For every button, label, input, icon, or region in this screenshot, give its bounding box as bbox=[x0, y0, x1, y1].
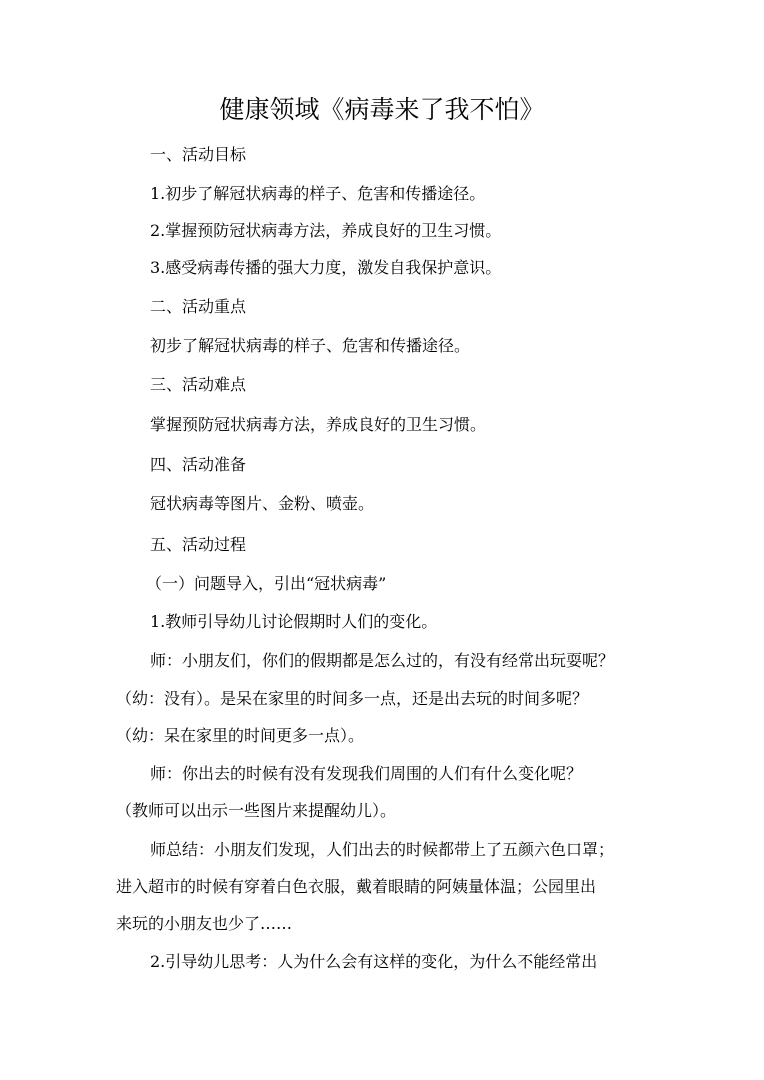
section-heading-goals: 一、活动目标 bbox=[150, 145, 247, 164]
paragraph-line: （幼：没有）。是呆在家里的时间多一点，还是出去玩的时间多呢？ bbox=[116, 689, 589, 708]
goal-item-3: 3.感受病毒传播的强大力度，激发自我保护意识。 bbox=[150, 258, 502, 277]
process-step-1: 1.教师引导幼儿讨论假期时人们的变化。 bbox=[150, 612, 438, 631]
paragraph-line: 师：小朋友们，你们的假期都是怎么过的，有没有经常出玩耍呢？ bbox=[150, 651, 615, 670]
preparation-text: 冠状病毒等图片、金粉、喷壶。 bbox=[150, 494, 375, 513]
paragraph-line: （教师可以出示一些图片来提醒幼儿）。 bbox=[116, 801, 397, 820]
section-heading-key-points: 二、活动重点 bbox=[150, 297, 247, 316]
document-title: 健康领域《病毒来了我不怕》 bbox=[219, 95, 545, 124]
paragraph-line: 进入超市的时候有穿着白色衣服，戴着眼睛的阿姨量体温；公园里出 bbox=[116, 877, 597, 896]
paragraph-line: 来玩的小朋友也少了…… bbox=[116, 914, 293, 933]
goal-item-1: 1.初步了解冠状病毒的样子、危害和传播途径。 bbox=[150, 184, 486, 203]
section-heading-preparation: 四、活动准备 bbox=[150, 455, 247, 474]
section-heading-process: 五、活动过程 bbox=[150, 535, 247, 554]
goal-item-2: 2.掌握预防冠状病毒方法，养成良好的卫生习惯。 bbox=[150, 221, 502, 240]
key-point-text: 初步了解冠状病毒的样子、危害和传播途径。 bbox=[150, 336, 471, 355]
process-step-2: 2.引导幼儿思考：人为什么会有这样的变化，为什么不能经常出 bbox=[150, 952, 598, 971]
paragraph-line: 师：你出去的时候有没有发现我们周围的人们有什么变化呢？ bbox=[150, 764, 583, 783]
section-heading-difficulties: 三、活动难点 bbox=[150, 375, 247, 394]
difficulty-text: 掌握预防冠状病毒方法，养成良好的卫生习惯。 bbox=[150, 415, 487, 434]
subsection-heading: （一）问题导入，引出“冠状病毒” bbox=[146, 574, 387, 593]
paragraph-line: （幼：呆在家里的时间更多一点）。 bbox=[116, 726, 365, 745]
paragraph-line: 师总结：小朋友们发现，人们出去的时候都带上了五颜六色口罩； bbox=[150, 840, 615, 859]
